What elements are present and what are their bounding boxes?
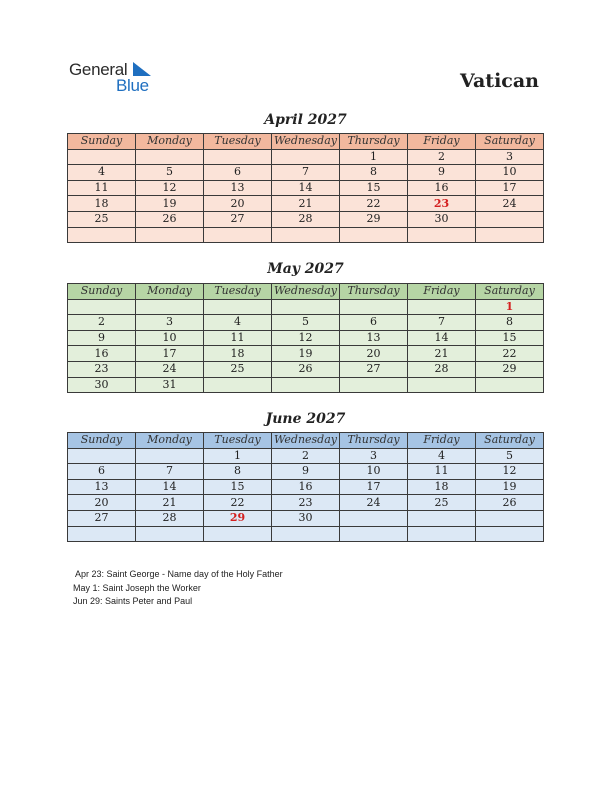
weekday-header-row	[68, 433, 544, 449]
week-row	[68, 361, 544, 377]
empty-day-cell	[68, 299, 136, 315]
day-cell: 30	[68, 377, 136, 393]
day-cell: 3	[136, 315, 204, 331]
week-row	[68, 196, 544, 212]
empty-day-cell	[476, 377, 544, 393]
empty-day-cell	[340, 299, 408, 315]
week-row	[68, 495, 544, 511]
weekday-header-tuesday: Tuesday	[204, 433, 272, 449]
day-cell: 1	[204, 448, 272, 464]
day-cell: 9	[272, 464, 340, 480]
day-cell: 18	[204, 346, 272, 362]
week-row	[68, 479, 544, 495]
weekday-header-saturday: Saturday	[476, 284, 544, 300]
day-cell: 3	[340, 448, 408, 464]
empty-day-cell	[136, 526, 204, 542]
day-cell: 8	[340, 165, 408, 181]
week-row	[68, 227, 544, 243]
month-title-april: April 2027	[264, 112, 347, 128]
weekday-header-friday: Friday	[408, 134, 476, 150]
week-row	[68, 526, 544, 542]
country-title: Vatican	[460, 70, 539, 92]
day-cell: 2	[408, 149, 476, 165]
day-cell: 25	[68, 211, 136, 227]
day-cell: 16	[408, 180, 476, 196]
calendar-april	[67, 133, 544, 243]
day-cell: 18	[68, 196, 136, 212]
day-cell: 21	[272, 196, 340, 212]
day-cell: 10	[340, 464, 408, 480]
empty-day-cell	[68, 149, 136, 165]
day-cell: 18	[408, 479, 476, 495]
day-cell: 4	[68, 165, 136, 181]
calendar-june	[67, 432, 544, 542]
weekday-header-tuesday: Tuesday	[204, 284, 272, 300]
week-row	[68, 315, 544, 331]
empty-day-cell	[408, 526, 476, 542]
day-cell: 26	[476, 495, 544, 511]
empty-day-cell	[136, 299, 204, 315]
day-cell: 17	[340, 479, 408, 495]
empty-day-cell	[204, 227, 272, 243]
weekday-header-sunday: Sunday	[68, 433, 136, 449]
week-row	[68, 330, 544, 346]
week-row	[68, 510, 544, 526]
day-cell: 2	[68, 315, 136, 331]
holiday-note: Jun 29: Saints Peter and Paul	[73, 596, 193, 606]
day-cell: 22	[340, 196, 408, 212]
weekday-header-friday: Friday	[408, 284, 476, 300]
month-title-may: May 2027	[267, 261, 344, 277]
empty-day-cell	[340, 227, 408, 243]
day-cell: 26	[136, 211, 204, 227]
weekday-header-sunday: Sunday	[68, 284, 136, 300]
weekday-header-row	[68, 134, 544, 150]
day-cell: 24	[340, 495, 408, 511]
day-cell: 27	[204, 211, 272, 227]
week-row	[68, 377, 544, 393]
day-cell: 7	[272, 165, 340, 181]
day-cell: 28	[408, 361, 476, 377]
week-row	[68, 299, 544, 315]
empty-day-cell	[340, 377, 408, 393]
weekday-header-saturday: Saturday	[476, 134, 544, 150]
day-cell: 30	[408, 211, 476, 227]
empty-day-cell	[272, 149, 340, 165]
day-cell: 13	[204, 180, 272, 196]
day-cell: 19	[476, 479, 544, 495]
day-cell: 26	[272, 361, 340, 377]
week-row	[68, 211, 544, 227]
empty-day-cell	[272, 377, 340, 393]
day-cell: 10	[476, 165, 544, 181]
day-cell: 24	[136, 361, 204, 377]
day-cell: 6	[340, 315, 408, 331]
week-row	[68, 165, 544, 181]
day-cell: 23	[68, 361, 136, 377]
day-cell: 13	[68, 479, 136, 495]
day-cell: 12	[272, 330, 340, 346]
day-cell: 30	[272, 510, 340, 526]
week-row	[68, 464, 544, 480]
empty-day-cell	[204, 149, 272, 165]
empty-day-cell	[204, 526, 272, 542]
day-cell: 5	[136, 165, 204, 181]
day-cell: 29	[204, 510, 272, 526]
day-cell: 20	[68, 495, 136, 511]
logo-text-general: General	[69, 60, 128, 79]
week-row	[68, 448, 544, 464]
empty-day-cell	[68, 227, 136, 243]
weekday-header-tuesday: Tuesday	[204, 134, 272, 150]
day-cell: 12	[136, 180, 204, 196]
day-cell: 16	[68, 346, 136, 362]
day-cell: 9	[68, 330, 136, 346]
empty-day-cell	[68, 526, 136, 542]
week-row	[68, 346, 544, 362]
generalblue-logo	[69, 60, 169, 96]
day-cell: 6	[204, 165, 272, 181]
day-cell: 28	[272, 211, 340, 227]
day-cell: 19	[272, 346, 340, 362]
day-cell: 14	[136, 479, 204, 495]
empty-day-cell	[476, 526, 544, 542]
day-cell: 14	[272, 180, 340, 196]
empty-day-cell	[272, 299, 340, 315]
month-title-june: June 2027	[265, 411, 346, 427]
logo-triangle-icon	[133, 62, 153, 78]
day-cell: 22	[204, 495, 272, 511]
day-cell: 4	[408, 448, 476, 464]
holiday-note: Apr 23: Saint George - Name day of the Holy Father	[75, 569, 283, 579]
day-cell: 15	[476, 330, 544, 346]
day-cell: 27	[68, 510, 136, 526]
empty-day-cell	[408, 299, 476, 315]
empty-day-cell	[476, 211, 544, 227]
day-cell: 24	[476, 196, 544, 212]
empty-day-cell	[136, 227, 204, 243]
weekday-header-thursday: Thursday	[340, 284, 408, 300]
empty-day-cell	[136, 448, 204, 464]
calendar-may	[67, 283, 544, 393]
day-cell: 25	[408, 495, 476, 511]
empty-day-cell	[476, 510, 544, 526]
weekday-header-monday: Monday	[136, 134, 204, 150]
day-cell: 27	[340, 361, 408, 377]
weekday-header-wednesday: Wednesday	[272, 284, 340, 300]
day-cell: 25	[204, 361, 272, 377]
weekday-header-saturday: Saturday	[476, 433, 544, 449]
weekday-header-monday: Monday	[136, 284, 204, 300]
day-cell: 11	[68, 180, 136, 196]
empty-day-cell	[340, 510, 408, 526]
day-cell: 19	[136, 196, 204, 212]
day-cell: 5	[272, 315, 340, 331]
day-cell: 15	[340, 180, 408, 196]
empty-day-cell	[204, 377, 272, 393]
day-cell: 14	[408, 330, 476, 346]
empty-day-cell	[136, 149, 204, 165]
weekday-header-friday: Friday	[408, 433, 476, 449]
day-cell: 29	[476, 361, 544, 377]
day-cell: 7	[136, 464, 204, 480]
day-cell: 11	[204, 330, 272, 346]
day-cell: 1	[476, 299, 544, 315]
day-cell: 31	[136, 377, 204, 393]
empty-day-cell	[204, 299, 272, 315]
empty-day-cell	[408, 227, 476, 243]
day-cell: 20	[340, 346, 408, 362]
empty-day-cell	[68, 448, 136, 464]
day-cell: 4	[204, 315, 272, 331]
day-cell: 7	[408, 315, 476, 331]
holiday-note: May 1: Saint Joseph the Worker	[73, 582, 201, 593]
week-row	[68, 149, 544, 165]
day-cell: 6	[68, 464, 136, 480]
weekday-header-monday: Monday	[136, 433, 204, 449]
holiday-notes	[75, 568, 283, 609]
day-cell: 16	[272, 479, 340, 495]
week-row	[68, 180, 544, 196]
day-cell: 8	[204, 464, 272, 480]
day-cell: 10	[136, 330, 204, 346]
day-cell: 21	[408, 346, 476, 362]
day-cell: 28	[136, 510, 204, 526]
logo-text-blue: Blue	[116, 76, 149, 95]
day-cell: 23	[272, 495, 340, 511]
day-cell: 22	[476, 346, 544, 362]
weekday-header-thursday: Thursday	[340, 134, 408, 150]
weekday-header-row	[68, 284, 544, 300]
weekday-header-wednesday: Wednesday	[272, 134, 340, 150]
day-cell: 20	[204, 196, 272, 212]
weekday-header-sunday: Sunday	[68, 134, 136, 150]
day-cell: 5	[476, 448, 544, 464]
empty-day-cell	[476, 227, 544, 243]
day-cell: 12	[476, 464, 544, 480]
day-cell: 8	[476, 315, 544, 331]
day-cell: 29	[340, 211, 408, 227]
day-cell: 1	[340, 149, 408, 165]
day-cell: 13	[340, 330, 408, 346]
day-cell: 15	[204, 479, 272, 495]
empty-day-cell	[340, 526, 408, 542]
day-cell: 17	[136, 346, 204, 362]
empty-day-cell	[272, 526, 340, 542]
day-cell: 21	[136, 495, 204, 511]
day-cell: 2	[272, 448, 340, 464]
empty-day-cell	[408, 377, 476, 393]
empty-day-cell	[408, 510, 476, 526]
day-cell: 23	[408, 196, 476, 212]
day-cell: 11	[408, 464, 476, 480]
empty-day-cell	[272, 227, 340, 243]
day-cell: 17	[476, 180, 544, 196]
day-cell: 9	[408, 165, 476, 181]
weekday-header-thursday: Thursday	[340, 433, 408, 449]
weekday-header-wednesday: Wednesday	[272, 433, 340, 449]
day-cell: 3	[476, 149, 544, 165]
